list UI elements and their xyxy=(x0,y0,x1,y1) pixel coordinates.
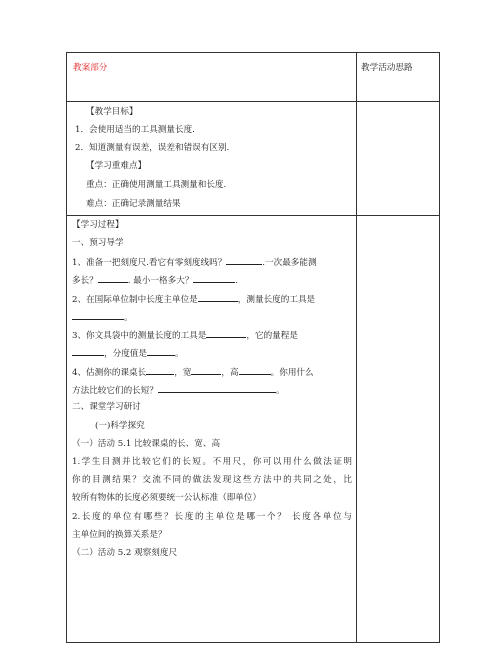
table-border-top xyxy=(66,52,440,53)
header-activity-ideas: 教学活动思路 xyxy=(361,63,413,73)
goals-heading: 【教学目标】 xyxy=(86,107,138,117)
blank[interactable] xyxy=(72,347,104,356)
blank[interactable] xyxy=(206,329,246,338)
activity-1-q2-line-1: 2.长度的单位有哪些？长度的主单位是哪一个？ 长度各单位与 xyxy=(72,512,352,522)
blank[interactable] xyxy=(226,256,262,265)
question-3-line-1: 3、你文具袋中的测量长度的工具是 ，它的量程是 xyxy=(72,331,298,341)
activity-2-title: （二）活动 5.2 观察刻度尺 xyxy=(72,548,178,558)
key-point: 重点：正确使用测量工具测量和长度. xyxy=(86,180,227,190)
blank[interactable] xyxy=(198,293,238,302)
blank[interactable] xyxy=(98,274,128,283)
blank[interactable] xyxy=(191,366,221,375)
question-4-line-2: 方法比较它们的长短？ 。 xyxy=(72,386,285,396)
question-3-line-2: ，分度值是 。 xyxy=(72,347,184,360)
activity-1-q1-line-2: 你的目测结果？交流不同的做法发现这些方法中的共同之处，比 xyxy=(72,475,352,485)
difficulty-point: 难点：正确记录测量结果 xyxy=(86,199,181,209)
question-1-line-2: 多长？ . 最小一格多大？ . xyxy=(72,276,239,286)
goal-item-1: 1．会使用适当的工具测量长度. xyxy=(75,125,195,135)
question-4-line-1: 4、估测你的课桌长 ，宽 ，高 。你用什么 xyxy=(72,368,314,378)
preview-title: 一、预习导学 xyxy=(72,238,124,248)
table-row-divider-2 xyxy=(66,215,440,216)
blank[interactable] xyxy=(239,366,271,375)
goal-item-2: 2．知道测量有误差，误差和错误有区别. xyxy=(75,143,230,153)
activity-1-title: （一）活动 5.1 比较课桌的长、宽、高 xyxy=(72,439,221,449)
blank[interactable] xyxy=(146,366,174,375)
activity-1-q2-line-2: 主单位间的换算关系是？ xyxy=(72,530,167,540)
question-1-line-1: 1、准备一把刻度尺.看它有零刻度线吗？ .一次最多能测 xyxy=(72,258,317,268)
table-row-divider-1 xyxy=(66,101,440,102)
key-points-heading: 【学习重难点】 xyxy=(86,161,147,171)
activity-1-q1-line-3: 较所有物体的长度必须要统一公认标准（即单位） xyxy=(72,493,262,503)
table-border-right xyxy=(439,52,440,643)
blank[interactable] xyxy=(147,347,175,356)
question-2-line-1: 2、在国际单位制中长度主单位是 ，测量长度的工具是 xyxy=(72,295,316,305)
blank[interactable] xyxy=(72,311,124,320)
table-border-bottom xyxy=(66,642,440,643)
header-lesson-plan: 教案部分 xyxy=(73,63,108,73)
table-column-divider xyxy=(356,52,357,643)
class-study-title: 二、课堂学习研讨 xyxy=(72,402,141,412)
question-2-line-2: 。 xyxy=(72,311,133,324)
table-border-left xyxy=(66,52,67,643)
activity-1-q1-line-1: 1.学生目测并比较它们的长短。不用尺，你可以用什么做法证明 xyxy=(72,457,352,467)
process-heading: 【学习过程】 xyxy=(72,220,124,230)
blank[interactable] xyxy=(158,384,276,393)
blank[interactable] xyxy=(193,274,235,283)
explore-title: (一)科学探究 xyxy=(95,421,145,431)
